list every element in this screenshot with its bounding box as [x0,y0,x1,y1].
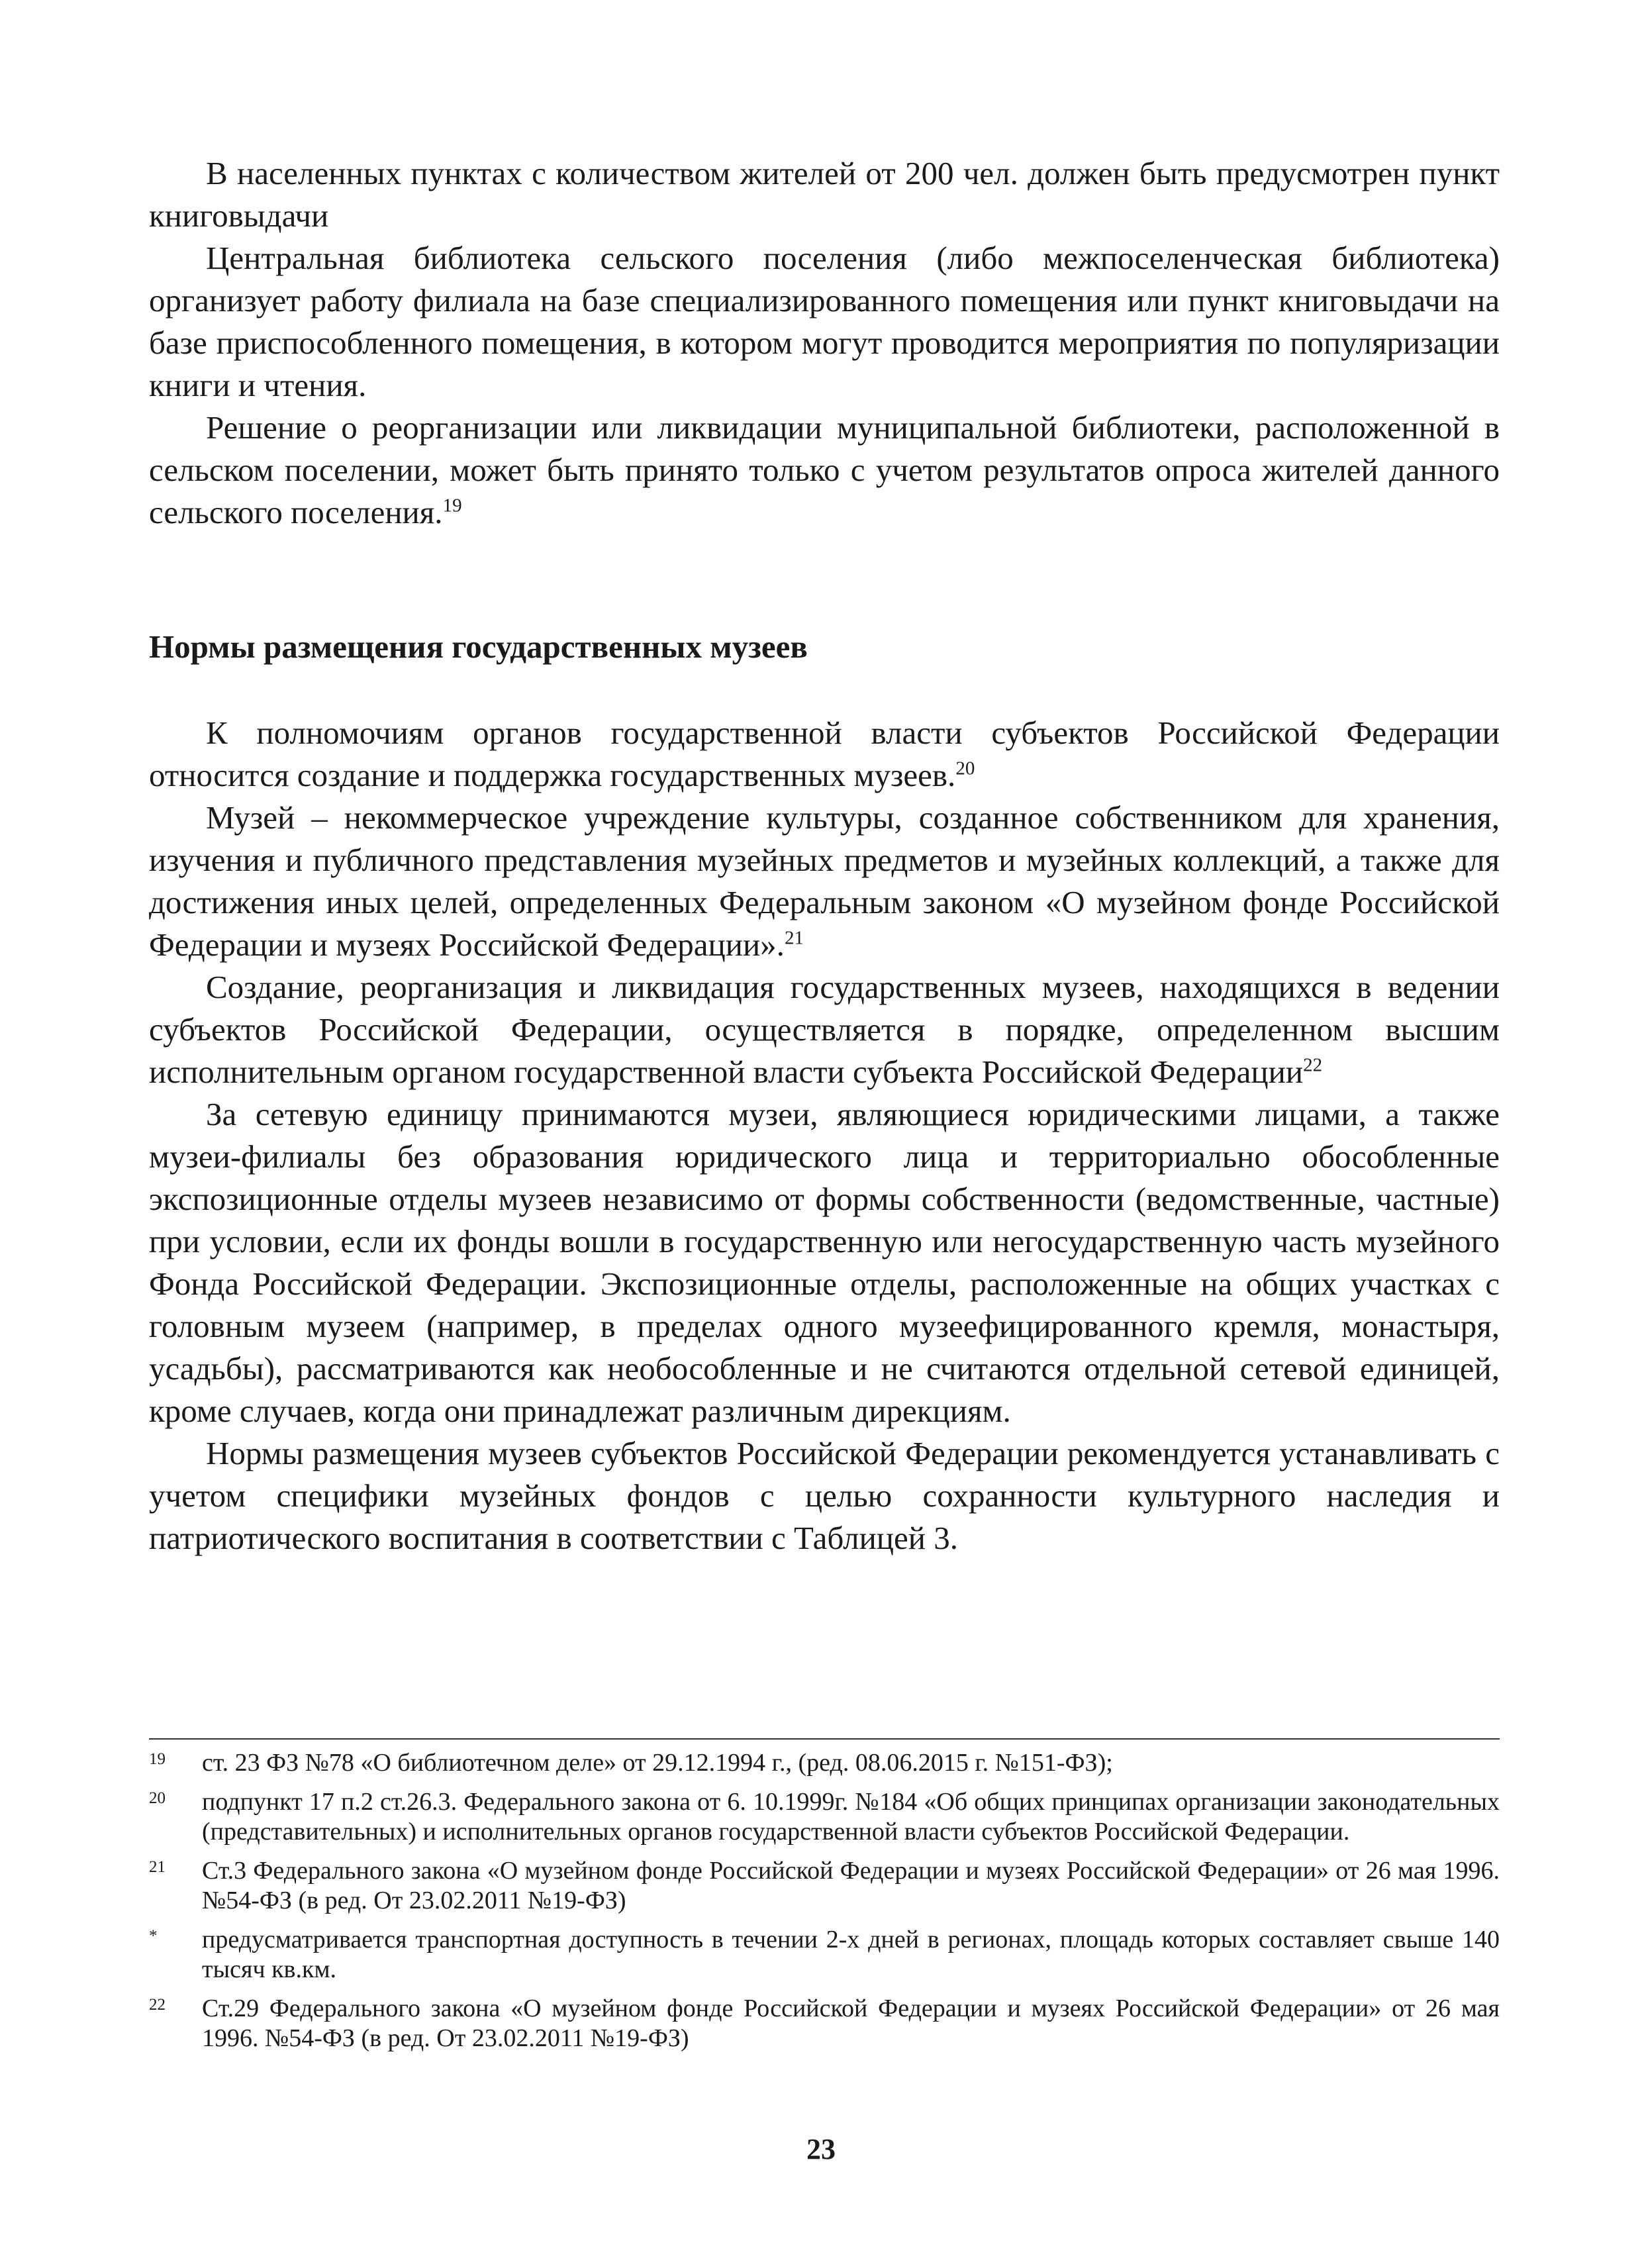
paragraph [149,152,1500,237]
paragraph-text: За сетевую единицу принимаются музеи, являющиеся юридическими лицами, а также музеи-филиалы без образования юридического лица и территориально обособленные экспозиционные отделы музеев независимо от формы собственности (ведомственные, частные) при условии, если их фонды вошли в государственную или негосударственную часть музейного Фонда Российской Федерации. Экспозиционные отделы, расположенные на общих участках с головным музеем (например, в пределах одного музеефицированного кремля, монастыря, усадьбы), рассматриваются как необособленные и не считаются отдельной сетевой единицей, кроме случаев, когда они принадлежат различным дирекциям. [149,1096,1500,1429]
paragraph [149,1432,1500,1559]
paragraph-text: Создание, реорганизация и ликвидация государственных музеев, находящихся в ведении субъектов Российской Федерации, осуществляется в порядке, определенном высшим исполнительным органом государственной власти субъекта Российской Федерации [149,969,1500,1090]
paragraph [149,966,1500,1093]
paragraph-text: Решение о реорганизации или ликвидации муниципальной библиотеки, расположенной в сельском поселении, может быть принято только с учетом результатов опроса жителей данного сельского поселения. [149,409,1500,530]
footnote-mark: * [149,1927,158,1945]
footnote-text: Ст.3 Федерального закона «О музейном фонде Российской Федерации и музеях Российской Федерации» от 26 мая 1996. №54-ФЗ (в ред. От 23.02.2011 №19-ФЗ) [202,1857,1500,1914]
paragraph [149,712,1500,797]
paragraph-text: Музей – некоммерческое учреждение культуры, созданное собственником для хранения, изучения и публичного представления музейных предметов и музейных коллекций, а также для достижения иных целей, определенных Федеральным законом «О музейном фонде Российской Федерации и музеях Российской Федерации». [149,799,1500,963]
paragraph-text: К полномочиям органов государственной власти субъектов Российской Федерации относится создание и поддержка государственных музеев. [149,715,1500,793]
footnote-text: подпункт 17 п.2 ст.26.3. Федерального закона от 6. 10.1999г. №184 «Об общих принципах организации законодательных (представительных) и исполнительных органов государственной власти субъектов Российской Федерации. [202,1788,1500,1846]
footnote-mark: 22 [149,1996,166,2014]
footnote-mark: 21 [149,1858,166,1876]
footnote-text: Ст.29 Федерального закона «О музейном фонде Российской Федерации и музеях Российской Федерации» от 26 мая 1996. №54-ФЗ (в ред. От 23.02.2011 №19-ФЗ) [202,1995,1500,2052]
footnote-text: ст. 23 ФЗ №78 «О библиотечном деле» от 29.12.1994 г., (ред. 08.06.2015 г. №151-ФЗ); [202,1749,1113,1777]
footnote [149,1925,1500,1985]
footnote-text: предусматривается транспортная доступность в течении 2-х дней в регионах, площадь которых составляет свыше 140 тысяч кв.км. [202,1926,1500,1983]
paragraph [149,1093,1500,1432]
footnote-ref: 20 [955,758,975,779]
paragraph-text: В населенных пунктах с количеством жителей от 200 чел. должен быть предусмотрен пункт книговыдачи [149,155,1500,234]
footnote [149,1994,1500,2053]
footnote-mark: 19 [149,1750,166,1768]
section-museums [149,712,1500,1559]
section-intro [149,152,1500,534]
footnote-ref: 21 [784,927,804,949]
paragraph-text: Нормы размещения музеев субъектов Российской Федерации рекомендуется устанавливать с учетом специфики музейных фондов с целью сохранности культурного наследия и патриотического воспитания в соответствии с Таблицей 3. [149,1435,1500,1556]
footnote [149,1787,1500,1847]
paragraph-text: Центральная библиотека сельского поселения (либо межпоселенческая библиотека) организует работу филиала на базе специализированного помещения или пункт книговыдачи на базе приспособленного помещения, в котором могут проводится мероприятия по популяризации книги и чтения. [149,240,1500,403]
footnote-divider [149,1738,1500,1740]
footnote-ref: 22 [1303,1054,1323,1076]
paragraph [149,407,1500,534]
page-number: 23 [806,2133,836,2165]
footnote [149,1748,1500,1778]
section-heading: Нормы размещения государственных музеев [149,628,808,665]
footnote [149,1856,1500,1916]
paragraph [149,237,1500,407]
paragraph [149,797,1500,966]
footnote-mark: 20 [149,1789,166,1807]
footnotes [149,1748,1500,2063]
footnote-ref: 19 [442,495,462,517]
